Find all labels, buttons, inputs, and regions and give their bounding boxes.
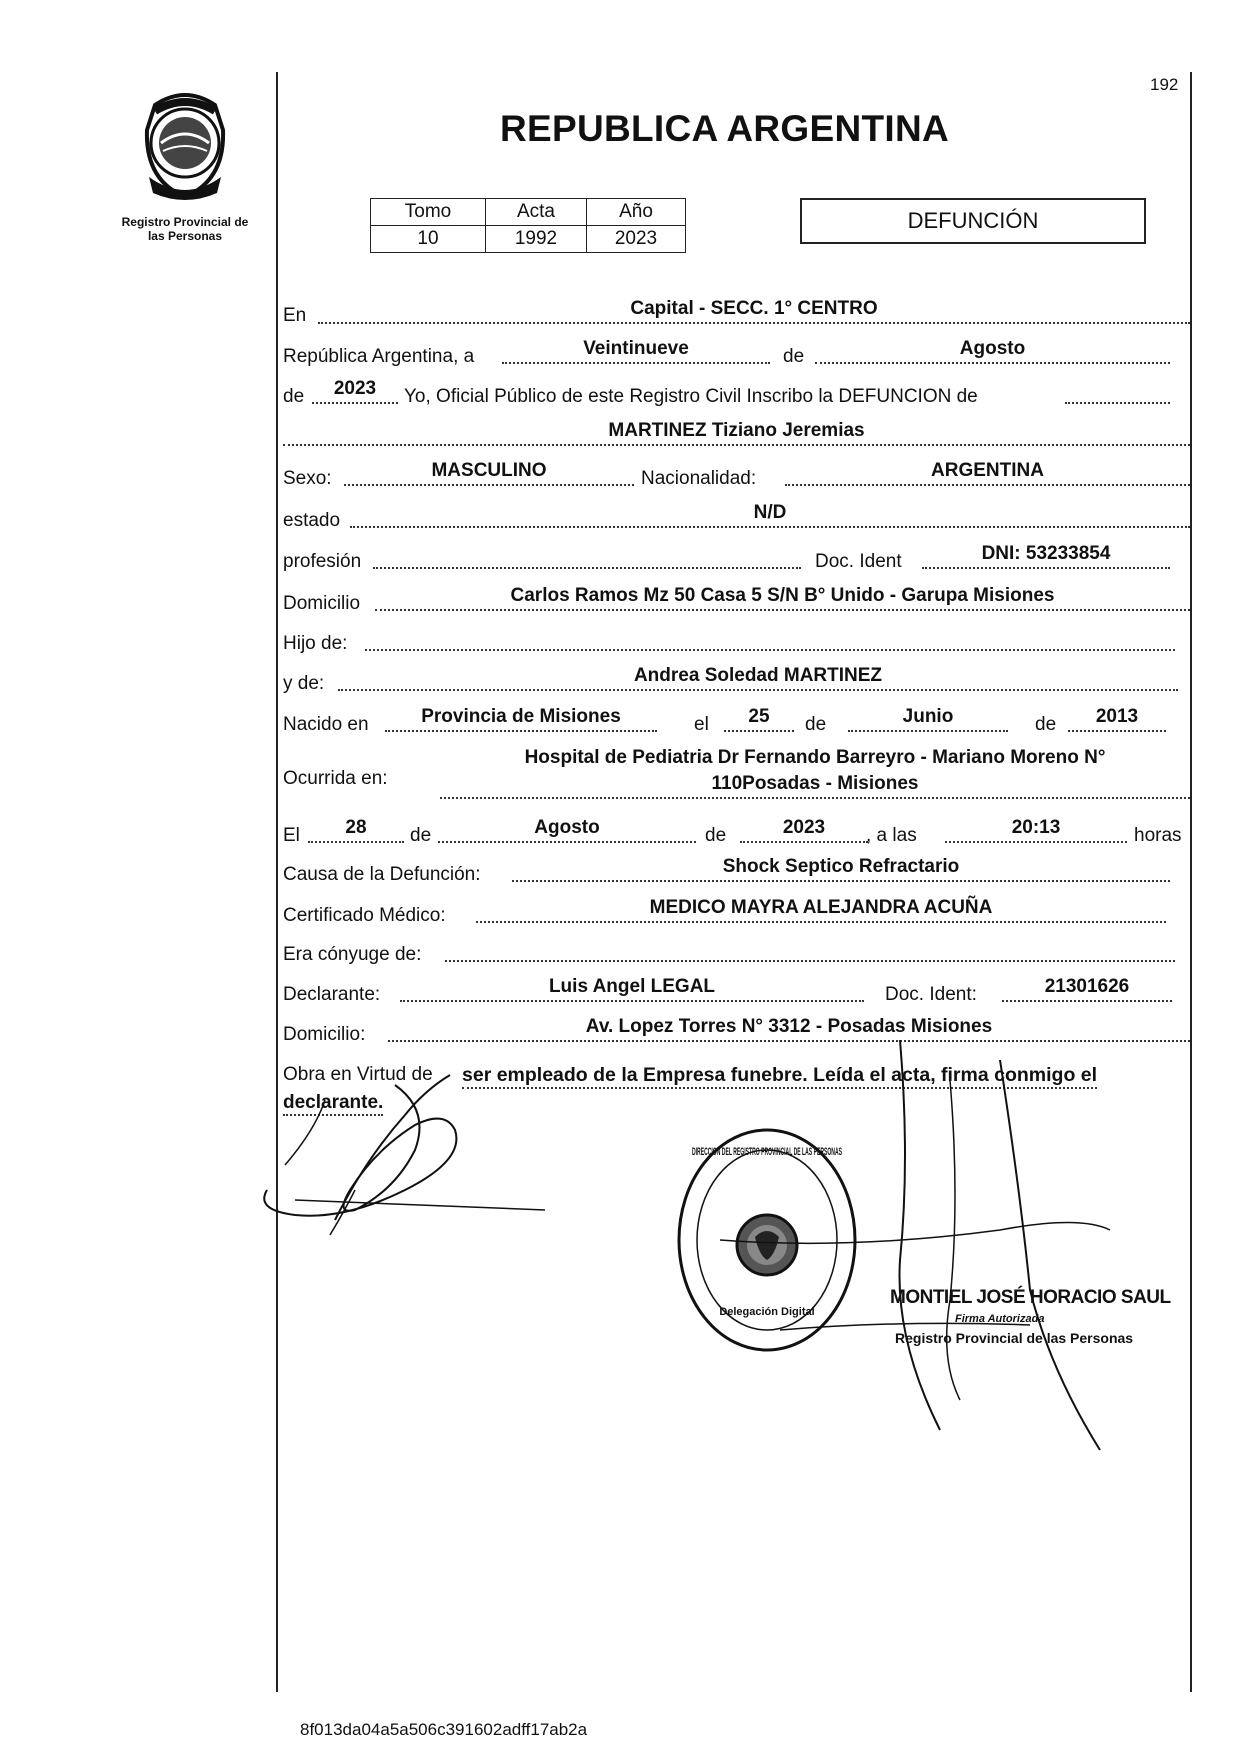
label-de-1: de [783,346,805,367]
field-doc-ident: DNI: 53233854 [922,543,1170,569]
field-cause: Shock Septico Refractario [512,856,1170,882]
official-role: Firma Autorizada [955,1313,1045,1325]
label-nacionalidad: Nacionalidad: [641,468,757,489]
label-declarante: Declarante: [283,984,381,1005]
act-type-box: DEFUNCIÓN [800,198,1146,244]
label-obra-prefix: Obra en Virtud de [283,1064,433,1085]
label-en: En [283,305,307,326]
label-de-5: de [410,825,432,846]
label-certificado: Certificado Médico: [283,905,446,926]
round-stamp-inner-text: Delegación Digital [719,1306,815,1318]
field-address: Carlos Ramos Mz 50 Casa 5 S/N B° Unido - Garupa Misiones [375,585,1190,611]
field-blank-after-yo [1065,378,1170,404]
field-death-day: 28 [308,817,404,843]
label-horas: horas [1134,825,1182,846]
right-margin-line [1190,72,1192,1692]
label-el-cap: El [283,825,300,846]
field-year: 2023 [312,378,398,404]
acta-value: 1992 [486,226,587,253]
label-doc-ident-2: Doc. Ident: [885,984,977,1005]
label-ocurrida-en: Ocurrida en: [283,768,388,789]
field-death-time: 20:13 [945,817,1127,843]
declarant-signature [255,1070,575,1240]
round-stamp-outer-text: DIRECCION DEL REGISTRO PROVINCIAL DE LAS PERSONAS [692,1146,842,1158]
death-place-line1: Hospital de Pediatria Dr Fernando Barreyro - Mariano Moreno N° [524,747,1106,768]
field-death-place [440,745,1190,799]
label-yo-oficial: Yo, Oficial Público de este Registro Civil Inscribo la DEFUNCION de [404,386,978,407]
official-name: MONTIEL JOSÉ HORACIO SAUL [890,1287,1171,1308]
provincial-seal [125,85,245,205]
field-birth-month: Junio [848,706,1008,732]
official-office: Registro Provincial de las Personas [895,1330,1134,1346]
field-profession [373,543,801,569]
field-declarant: Luis Angel LEGAL [400,976,864,1002]
label-causa: Causa de la Defunción: [283,864,481,885]
label-nacido-en: Nacido en [283,714,369,735]
field-declarante-end: declarante. [283,1092,383,1116]
field-obra-text: ser empleado de la Empresa funebre. Leída el acta, firma conmigo el [462,1064,1097,1089]
acta-header: Acta [486,199,587,226]
act-number-table [370,198,686,253]
field-birth-place: Provincia de Misiones [385,706,657,732]
field-nationality: ARGENTINA [785,460,1190,486]
label-de-4: de [1035,714,1057,735]
label-hijo-de: Hijo de: [283,633,348,654]
field-deceased-name: MARTINEZ Tiziano Jeremias [283,420,1190,446]
field-month: Agosto [815,338,1170,364]
tomo-value: 10 [371,226,486,253]
ano-value: 2023 [587,226,686,253]
label-y-de: y de: [283,673,325,694]
field-physician: MEDICO MAYRA ALEJANDRA ACUÑA [476,897,1166,923]
field-declarant-doc: 21301626 [1002,976,1172,1002]
tomo-header: Tomo [371,199,486,226]
field-death-month: Agosto [438,817,696,843]
ano-header: Año [587,199,686,226]
field-birth-year: 2013 [1068,706,1166,732]
label-conyuge: Era cónyuge de: [283,944,422,965]
field-father [365,625,1175,651]
field-sex: MASCULINO [344,460,634,486]
field-spouse [445,936,1175,962]
label-sexo: Sexo: [283,468,332,489]
seal-caption [100,215,270,243]
label-de-3: de [805,714,827,735]
label-domicilio: Domicilio [283,593,361,614]
seal-caption-line1: Registro Provincial de [121,215,249,229]
field-declarant-address: Av. Lopez Torres N° 3312 - Posadas Misiones [388,1016,1190,1042]
field-mother: Andrea Soledad MARTINEZ [338,665,1178,691]
label-domicilio-2: Domicilio: [283,1024,366,1045]
document-title: REPUBLICA ARGENTINA [500,108,950,149]
official-signature [700,1040,1120,1460]
left-margin-line [276,72,278,1692]
label-de-6: de [705,825,727,846]
seal-caption-line2: las Personas [147,229,223,243]
label-republica: República Argentina, a [283,346,475,367]
label-de-2: de [283,386,305,407]
death-place-line2: 110Posadas - Misiones [711,773,919,794]
label-estado: estado [283,510,341,531]
field-death-year: 2023 [740,817,868,843]
field-birth-day: 25 [724,706,794,732]
label-a-las: , a las [866,825,917,846]
field-civil-status: N/D [350,502,1190,528]
document-hash: 8f013da04a5a506c391602adff17ab2a [300,1720,588,1739]
field-place: Capital - SECC. 1° CENTRO [318,298,1190,324]
field-day-word: Veintinueve [502,338,770,364]
page-number: 192 [1150,75,1179,94]
label-profesion: profesión [283,551,362,572]
label-doc-ident: Doc. Ident [815,551,902,572]
label-el: el [694,714,709,735]
